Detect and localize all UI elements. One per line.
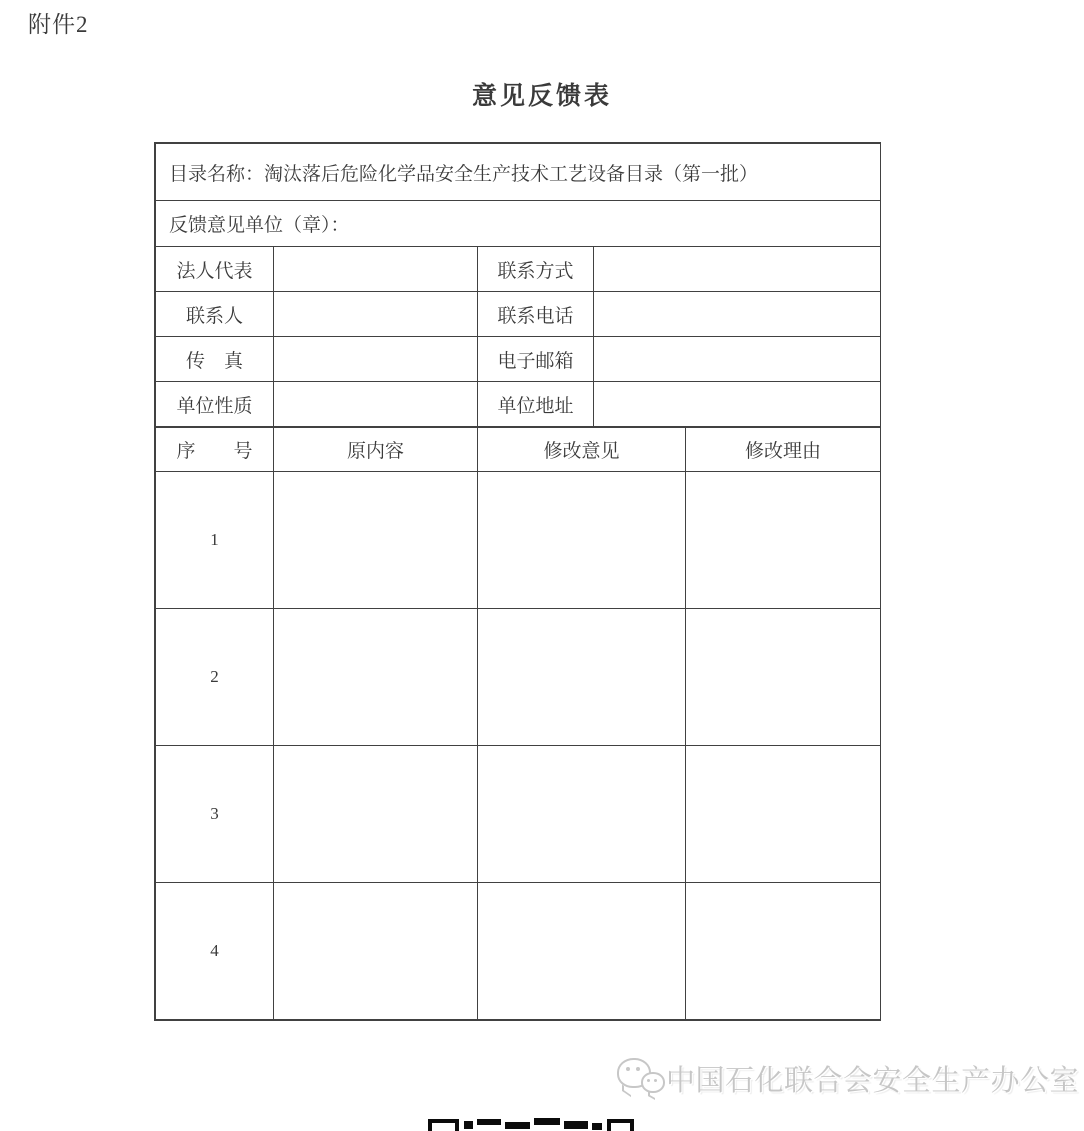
contact-person-label: 联系人 <box>156 292 274 337</box>
wechat-logo-icon <box>614 1055 666 1101</box>
original-content-cell <box>274 472 478 609</box>
table-row <box>156 746 881 883</box>
feedback-unit-cell: 反馈意见单位（章）： <box>156 201 881 247</box>
contact-phone-value-cell <box>594 292 881 337</box>
feedback-form-table <box>154 142 881 1021</box>
feedback-header-row <box>156 428 881 472</box>
reason-cell <box>686 609 881 746</box>
reason-cell <box>686 472 881 609</box>
email-value-cell <box>594 337 881 382</box>
original-content-cell <box>274 746 478 883</box>
fax-label: 传 真 <box>156 337 274 382</box>
watermark <box>614 1054 1079 1102</box>
table-row <box>156 472 881 609</box>
suggestion-cell <box>478 746 686 883</box>
feedback-items-table <box>155 427 881 1020</box>
legal-rep-value-cell <box>274 247 478 292</box>
page-title: 意见反馈表 <box>471 83 612 110</box>
unit-type-value-cell <box>274 382 478 427</box>
catalog-name-cell: 目录名称：淘汰落后危险化学品安全生产技术工艺设备目录（第一批） <box>156 144 881 201</box>
clipped-text-fragment <box>428 1118 634 1131</box>
contact-method-value-cell <box>594 247 881 292</box>
seq-number-cell: 4 <box>156 883 274 1020</box>
table-row <box>156 883 881 1020</box>
suggestion-cell <box>478 883 686 1020</box>
column-header-suggestion: 修改意见 <box>478 428 686 472</box>
email-label: 电子邮箱 <box>478 337 594 382</box>
column-header-seq: 序 号 <box>156 428 274 472</box>
seq-number-cell: 1 <box>156 472 274 609</box>
reason-cell <box>686 883 881 1020</box>
unit-address-value-cell <box>594 382 881 427</box>
contact-method-label: 联系方式 <box>478 247 594 292</box>
info-table <box>155 143 881 427</box>
seq-number-cell: 2 <box>156 609 274 746</box>
unit-type-label: 单位性质 <box>156 382 274 427</box>
seq-number-cell: 3 <box>156 746 274 883</box>
original-content-cell <box>274 883 478 1020</box>
table-row <box>156 382 881 427</box>
table-row <box>156 337 881 382</box>
contact-person-value-cell <box>274 292 478 337</box>
column-header-original: 原内容 <box>274 428 478 472</box>
original-content-cell <box>274 609 478 746</box>
feedback-unit-row <box>156 201 881 247</box>
column-header-reason: 修改理由 <box>686 428 881 472</box>
table-row <box>156 609 881 746</box>
reason-cell <box>686 746 881 883</box>
catalog-name-row <box>156 144 881 201</box>
contact-phone-label: 联系电话 <box>478 292 594 337</box>
table-row <box>156 247 881 292</box>
fax-value-cell <box>274 337 478 382</box>
suggestion-cell <box>478 609 686 746</box>
unit-address-label: 单位地址 <box>478 382 594 427</box>
suggestion-cell <box>478 472 686 609</box>
legal-rep-label: 法人代表 <box>156 247 274 292</box>
attachment-label: 附件2 <box>28 12 89 37</box>
watermark-text: 中国石化联合会安全生产办公室 <box>666 1064 1080 1097</box>
table-row <box>156 292 881 337</box>
